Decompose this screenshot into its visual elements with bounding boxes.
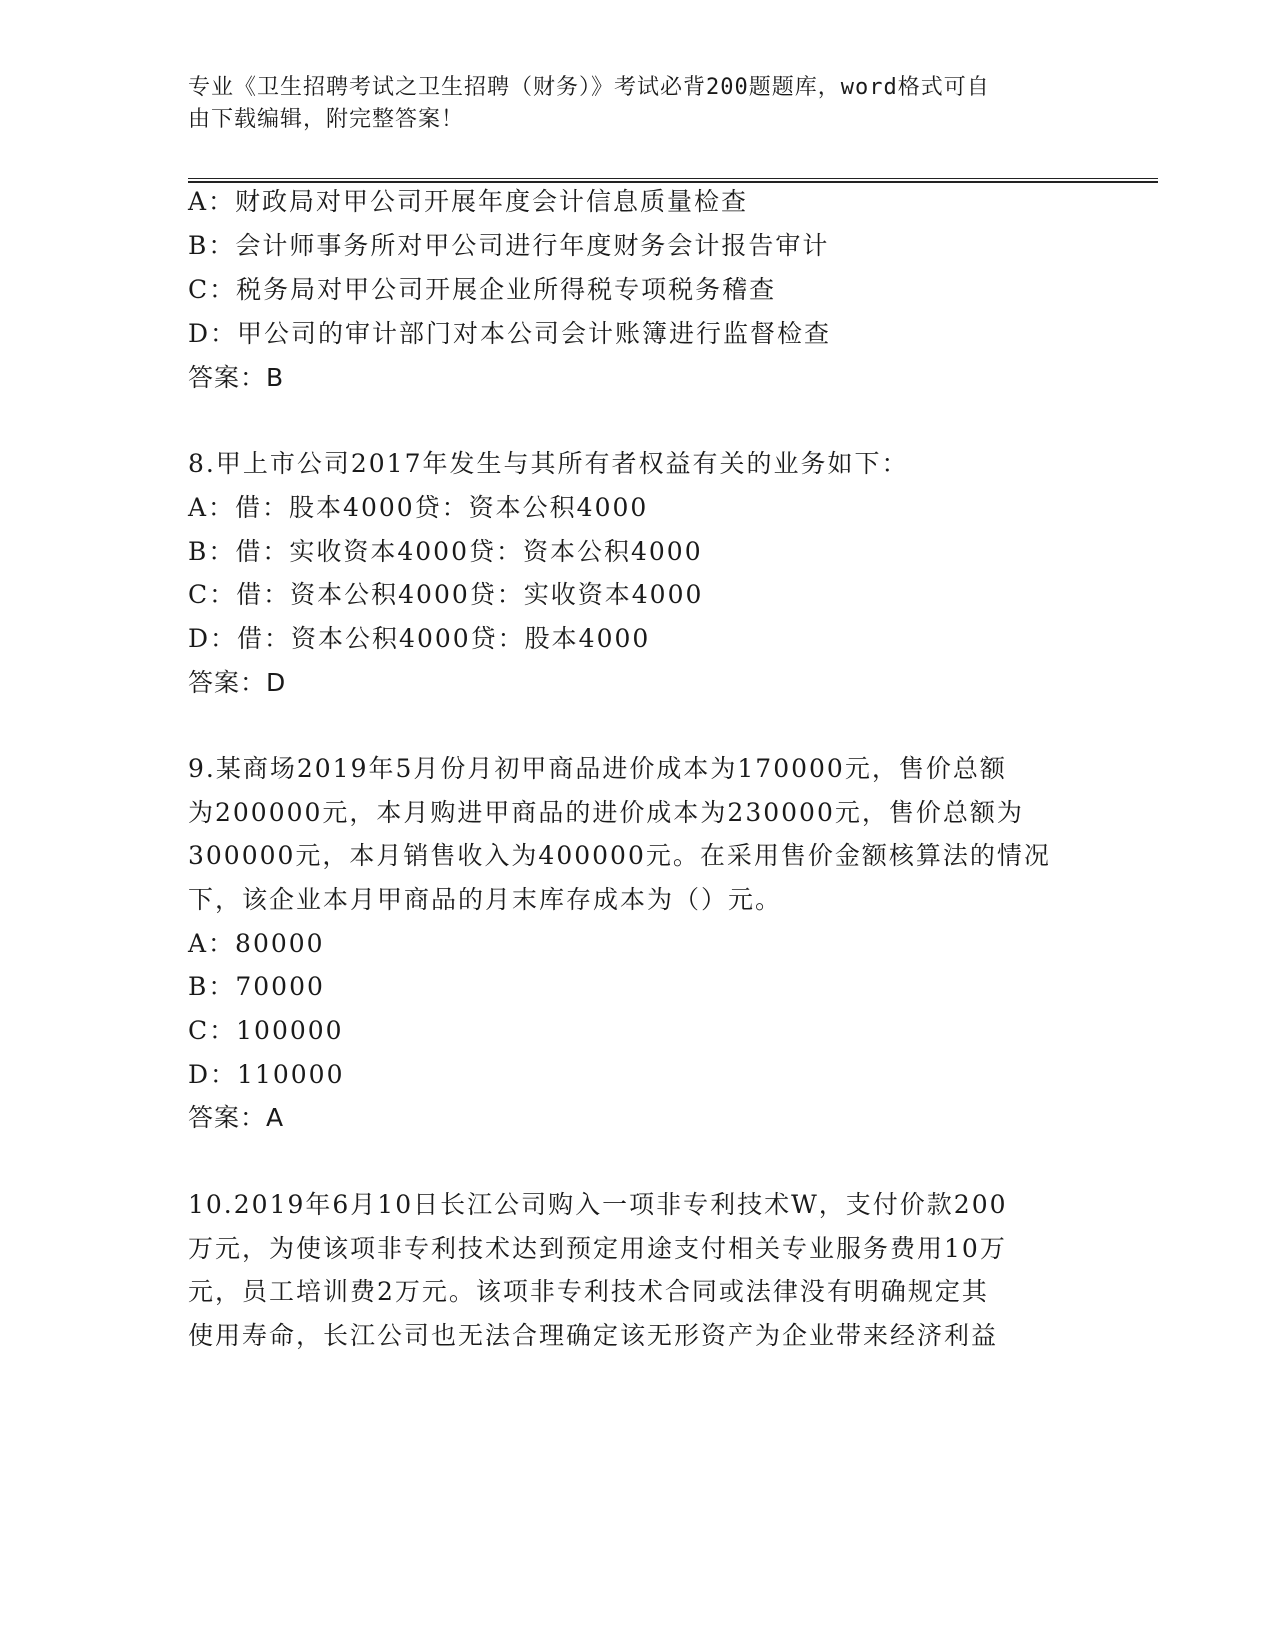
q7-option-d: D：甲公司的审计部门对本公司会计账簿进行监督检查 <box>188 319 832 348</box>
q8-option-a: A：借：股本4000贷：资本公积4000 <box>188 493 649 522</box>
q9-option-b: B：70000 <box>188 972 325 1001</box>
q9-option-c: C：100000 <box>188 1016 344 1045</box>
q8-answer: 答案：D <box>188 668 287 697</box>
q9-answer: 答案：A <box>188 1103 285 1132</box>
q7-option-a: A：财政局对甲公司开展年度会计信息质量检查 <box>188 187 749 216</box>
q9-stem-line-4: 下，该企业本月甲商品的月末库存成本为（）元。 <box>188 885 783 914</box>
q9-option-a: A：80000 <box>188 929 325 958</box>
q8-option-d: D：借：资本公积4000贷：股本4000 <box>188 624 651 653</box>
q9-stem-line-2: 为200000元，本月购进甲商品的进价成本为230000元，售价总额为 <box>188 798 1024 827</box>
header-line-1: 专业《卫生招聘考试之卫生招聘（财务）》考试必背200题题库，word格式可自 <box>188 75 990 100</box>
q10-stem-line-3: 元，员工培训费2万元。该项非专利技术合同或法律没有明确规定其 <box>188 1277 989 1306</box>
q10-stem-line-4: 使用寿命，长江公司也无法合理确定该无形资产为企业带来经济利益 <box>188 1321 999 1350</box>
q10-stem-line-1: 10.2019年6月10日长江公司购入一项非专利技术W，支付价款200 <box>188 1190 1008 1219</box>
q7-option-b: B：会计师事务所对甲公司进行年度财务会计报告审计 <box>188 231 830 260</box>
q9-option-d: D：110000 <box>188 1060 345 1089</box>
q7-option-c: C：税务局对甲公司开展企业所得税专项税务稽查 <box>188 275 777 304</box>
q7-answer: 答案：B <box>188 363 285 392</box>
q10-stem-line-2: 万元，为使该项非专利技术达到预定用途支付相关专业服务费用10万 <box>188 1234 1007 1263</box>
q9-stem-line-1: 9.某商场2019年5月份月初甲商品进价成本为170000元，售价总额 <box>188 754 1007 783</box>
header-line-2: 由下载编辑，附完整答案！ <box>188 107 465 132</box>
header-divider-thin <box>188 178 1158 179</box>
q8-stem: 8.甲上市公司2017年发生与其所有者权益有关的业务如下： <box>188 449 909 478</box>
q9-stem-line-3: 300000元，本月销售收入为400000元。在采用售价金额核算法的情况 <box>188 841 1051 870</box>
q8-option-c: C：借：资本公积4000贷：实收资本4000 <box>188 580 704 609</box>
document-header <box>188 72 1088 136</box>
header-divider-thick <box>188 181 1158 183</box>
q8-option-b: B：借：实收资本4000贷：资本公积4000 <box>188 537 703 566</box>
